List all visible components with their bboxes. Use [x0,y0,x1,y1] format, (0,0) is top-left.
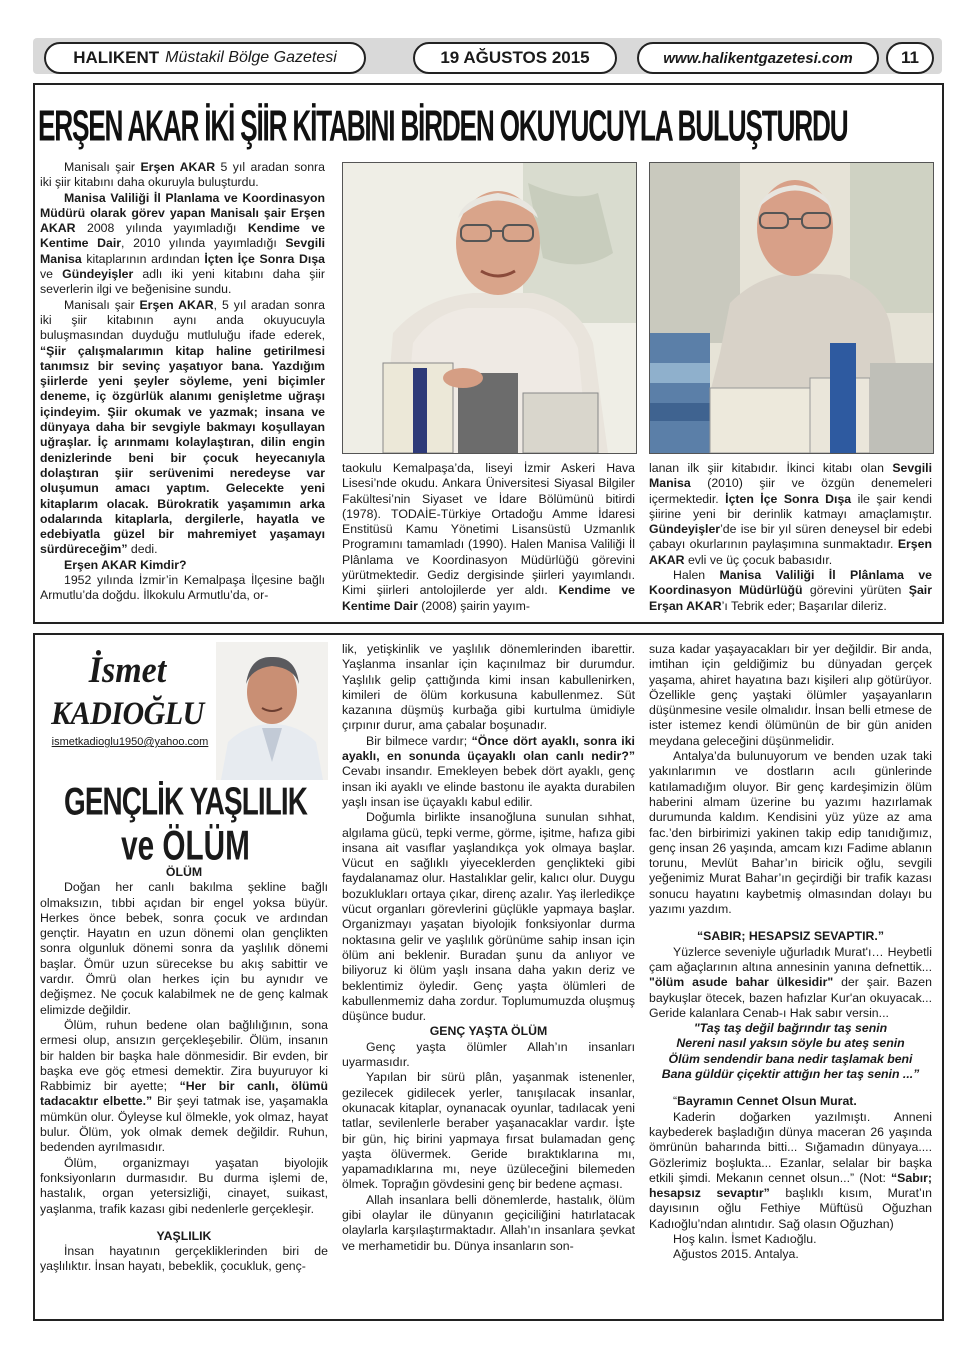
paragraph: Erşen AKAR Kimdir? [64,557,187,572]
paragraph: Ağustos 2015. Antalya. [673,1247,799,1262]
paragraph: Doğumla birlikte insanoğluna sunulan sıhhat, algılama gücü, tepki verme, görme, işitme, hafıza gibi insana ait vasıflar yaşlandıkça yok olmaya başlar. Vücut en sağlıklı yiyeceklerden gençlikteki gibi faydalanamaz olur. Hastalıklar gelir, kalıcı olur. Duygu bozuklukları ortaya çıkar, direnç azalır. Yaş ilerledikçe vücut organları görevlerini güçlükle yapmaya başlar. Organizmayı yaşatan biyolojik fonksiyonlar durma noktasına gelir ve yaşlılık görünüme sahip insan için ölüm ani beklenir. Buradan şunu da anlıyor ve biliyoruz ki ölüm yaşlı insana daha yakın deriz ve beklentimiz öyledir. Genç yaşta ölümleri de kabullenmemiz daha zordur. Toplumumuzda oluşmuş düşünce budur. [342,810,635,1024]
paragraph: Yüzlerce seveniyle uğurladık Murat'ı… Heybetli çam ağaçlarının altına annesinin yanına defnettik... "ölüm asude bahar ülkesidir" der şair. Bazen baykuşlar ötecek, bazen hafızlar Kur'an okuyacak... Geride kalanlara Cenab-ı Hak sabır versin... [649,944,932,1020]
paragraph: lik, yetişkinlik ve yaşlılık dönemlerinden ibarettir. Yaşlanma insanlar için kaçınılmaz bir durumdur. Yaşlılık gelip çattığında kimi insan kabullenirken, kimileri de ölüm korkusuna kabullenmez. Süt kazanına düşmüş kurbağa gibi kurtulma ümidiyle çırpınır durur, ama çabalar boşunadır. [342,642,635,733]
paragraph: Manisa Valiliği İl Planlama ve Koordinasyon Müdürü olarak görev yapan Manisalı şair Erşen AKAR 2008 yılında yayımladığı Kendime ve Kentime Dair, 2010 yılında yayımladığı Sevgili Manisa kitaplarının ardından İçten İçe Sonra Dışa ve Gündeyişler adlı iki yeni kitabını daha şiir severlerin ilgi ve beğenisine sundu. [40,190,325,297]
article1-column-1 [40,160,325,604]
website-link[interactable]: www.halikentgazetesi.com [663,49,853,67]
paragraph: Genç yaşta ölümler Allah’ın insanları uyarmasıdır. [342,1039,635,1070]
author-photo-1 [342,162,637,454]
paragraph: Halen Manisa Valiliği İl Plânlama ve Koordinasyon Müdürlüğü görevini yürüten Şair Erşan AKAR’ı Tebrik eder; Başarılar dileriz. [649,568,933,613]
paragraph: “Bayramın Cennet Olsun Murat. [673,1094,857,1109]
issue-date [413,42,617,74]
article2-column-2 [342,642,635,1254]
portrait-photo-icon [216,642,328,780]
paragraph: İnsan hayatının gerçekliklerinden biri de yaşlılıktır. İnsan hayatı, bebeklik, çocukluk, genç- [40,1244,328,1274]
paragraph: "Taş taş değil bağrındır taş senin [693,1021,888,1036]
paragraph: Ölüm sendendir bana nedir taşlamak beni [668,1051,913,1066]
paragraph: Ölüm, ruhun bedene olan bağlılığının, sona ermesi olup, ansızın gerçekleşebilir. Ölüm, insanın bir halden bir başka hale dönmesidir. Bir evden, bir başka eve göç etmesi demektir. Zira buyuruyor ki Rabbimiz bir ayette; “Her bir canlı, ölümü tadacaktır elbette.” Bir şeyi tatmak ise, yaşamakla mümkün olur. Öyleyse kul ölmekle, yok olmaz, hayat bulur. Ölüm, yok olmak demek değildir. Ruhun, bedenden ayrılmasıdır. [40,1017,329,1155]
paragraph: suza kadar yaşayacakları bir yer değildir. Bir anda, imtihan için geldiğimiz bu dünyadan gerçek yaşama, ahiret hayatına bazı kişileri alıp götürüyor. Özellikle genç yaştaki ölümler yaşayanların düşünmesine vesile olmalıdır. İnsan belli etmese de ister istemez kendi ölümünün de bir gün aniden meydana geleceğini düşünmelidir. [649,642,932,748]
author-portrait [216,642,328,780]
author-email[interactable]: ismetkadioglu1950@yahoo.com [51,736,209,748]
books-photo-icon [650,163,933,453]
paragraph: 1952 yılında İzmir’in Kemalpaşa İlçesine bağlı Armutlu’da doğdu. İlkokulu Armutlu’da, or- [40,573,325,603]
paragraph: Manisalı şair Erşen AKAR, 5 yıl aradan sonra iki şiir kitabının aynı anda okuyucuyla buluşmasından duyduğu mutluluğu ifade ederek, “Şiir çalışmalarımın kitap haline getirilmesi tanımsız bir sevinç yaşatıyor bana. Yazdığım şiirlerde yeni şeyler söyleme, yeni biçimler deneme, iç özgürlük alanımı genişletme uğraşı içindeyim. Şiir okumak ve yazmak; insana ve dünyaya daha bir sevgiyle bakmayı koşullayan uğraşlar. İç arınmamı kolaylaştıran, dilin engin denizlerinde beni bir çocuk heyecanıyla dolaştıran şiir serüvenimi neredeyse var oluşumun amacı yaptım. Gelecekte yeni kitaplarım olacak. Bürokratik yaşamımın arka odalarında kitaplarla, dergilerle, hayatla ve edebiyatla güzel bir mahremiyet yaşamayı sürdüreceğim” dedi. [40,297,325,557]
article1-column-3 [649,461,932,614]
page-number-text: 11 [901,48,919,67]
paragraph: ÖLÜM [165,865,203,879]
paragraph: Allah insanlara belli dönemlerde, hastalık, ölüm gibi olaylar ile dünyanın geçiciliğini hatırlatacak olaylarla karşılaştırmaktadır. Allah’ın insanlara şevkat ve merhametidir bu. Dünya insanların son- [342,1192,635,1253]
paragraph: Hoş kalın. İsmet Kadıoğlu. [673,1231,817,1246]
page-number [886,42,934,74]
article1-column-2 [342,461,635,614]
paper-subtitle: Müstakil Bölge Gazetesi [165,49,337,66]
paper-name-pill [44,42,366,74]
portrait-photo-icon [343,163,636,453]
article2-column-3 [649,642,932,1263]
website-pill[interactable] [637,42,879,74]
paragraph: Bana güldür çiçektir attığın her taş senin ...” [661,1067,920,1082]
paragraph: YAŞLILIK [156,1228,212,1243]
paragraph: Doğan her canlı bakılma şekline bağlı olmaksızın, tıbbi açıdan bir engel yoksa büyür. Herkes önce bebek, sonra çocuk ve ardından gençtir. Hayatın en uzun dönemi olan gençlikten sonra olgunluk dönemi sonra da yaşlılık dönemi başlar. Ömür uzun sürecekse bu akış sabittir ve vardır. Ömrü olan herkes için bu aynıdır ve değişmez. Ne çocuk kalabilmek ne de genç kalmak elimizde değildir. [40,880,328,1017]
author-photo-2 [649,162,934,454]
paragraph: Kaderin doğarken yazılmıştı. Anneni kaybederek başladığın dünya maceran 26 yaşında ömrünün baharında bitti... Sığamadın dünyaya.... Gözlerimiz boşlukta... Ezanlar, selalar bir başka etkili şimdi. Mekanın cennet olsun...” (Not: “Sabır; hesapsız sevaptır” başlıklı kısım, Murat’ın dayısının oğlu Fethiye Müftüsü Oğuzhan Kadıoğlu’ndan alıntıdır. Sağ olasın Oğuzhan) [649,1109,932,1231]
author-last-name: KADIOĞLU [51,695,204,732]
paragraph: GENÇ YAŞTA ÖLÜM [429,1024,548,1039]
article2-title-line2: ve ÖLÜM [121,822,250,869]
issue-date-text: 19 AĞUSTOS 2015 [440,48,590,67]
article2-title-line1: GENÇLİK YAŞLILIK [64,779,307,823]
paragraph: “SABIR; HESAPSIZ SEVAPTIR.” [697,929,884,944]
paragraph: lanan ilk şiir kitabıdır. İkinci kitabı olan Sevgili Manisa (2010) şiir ve özgün denemeleri içermektedir. İçten İçe Sonra Dışa ile şair kendi şiirine yeni bir derinlik katmayı amaçlamıştır. Gündeyişler’de ise bir yıl süren deneysel bir edebi çabayı okurlarının paylaşımına sunmaktadır. Erşen AKAR evli ve üç çocuk babasıdır. [649,461,933,567]
paragraph: Antalya’da bulunuyorum ve benden uzak taki yakınlarımın ve dostların acılı günlerinde katılamadığım oluyor. Bir genç kardeşimizin ölüm haberini almam üzerine bu yazımı hazırlamak durumunda kaldım. Kendisini yüz yüze az ama fac.’den birbirimizi yakinen takip edip tanıdığımız, genç insan 26 yaşında, amcam kızı Fadime ablanın torunu, Mevlüt Bahar’ın biricik oğlu, sevgili yeğenimiz Murat Bahar’ın geçirdiği bir trafik kazası sonucu hayatını kaybetmiş olmasından dolayı bu yazımı yazdım. [649,749,932,917]
article2-column-1 [40,865,328,1275]
paragraph: taokulu Kemalpaşa’da, liseyi İzmir Askeri Hava Lisesi’nde okudu. Ankara Üniversitesi Siyasal Bilgiler Fakültesi’nin Siyaset ve İdare Bölümünü bitirdi (1978). TODAİE-Türkiye Ortadoğu Amme İdaresi Enstitüsü Kamu Yönetimi Lisansüstü Uzmanlık Programını tamamladı (1990). Halen Manisa Valiliği İl Plânlama ve Koordinasyon Müdürlüğü görevini yürütmektedir. Gediz dergisinde şiirleri yayımlandı. Kimi şiirleri antolojilerde yer aldı. Kendime ve Kentime Dair (2008) şairin yayım- [342,461,636,613]
article1-headline: ERŞEN AKAR İKİ ŞİİR KİTABINI BİRDEN OKUYUCUYLA BULUŞTURDU [38,101,848,150]
paragraph: Bir bilmece vardır; “Önce dört ayaklı, sonra iki ayaklı, en sonunda üçayaklı olan canlı nedir?” Cevabı insandır. Emekleyen bebek dört ayaklı, genç insan iki ayaklı ve elinde bastonu ile ayakta durabilen yaşlı insan ise üçayaklı kabul edilir. [342,733,635,809]
paragraph: Ölüm, organizmayı yaşatan biyolojik fonksiyonların durmasıdır. Bu durma işlemi de, hastalık, organ yetersizliği, cinayet, suikast, yaşlanma, trafik kazası gibi nedenlerle gerçekleşir. [40,1155,328,1216]
paragraph: Nereni nasıl yaksın söyle bu ateş senin [676,1036,905,1051]
paragraph: Manisalı şair Erşen AKAR 5 yıl aradan sonra iki şiir kitabını daha okuruyla buluşturdu. [40,160,325,190]
paragraph: Yapılan bir sürü plân, yaşanmak istenenler, gezilecek gidilecek yerler, tanışılacak insanlar, okunacak kitaplar, oynanacak oyunlar, tadılacak yeni tatlar, sevilenlerle beraber yaşanacaklar vardır. İşte bir gün, hiç birini yapmaya fırsat bulamadan genç yaşta ölüvermek. Geride bıraktıklarına mı, yapamadıklarına mı, neye üzüleceğini bilemeden ölmek. Toprağın gövdesini genç bir bedene açması. [342,1070,635,1192]
author-first-name: İsmet [88,650,167,691]
paper-name: HALIKENT [73,48,160,67]
